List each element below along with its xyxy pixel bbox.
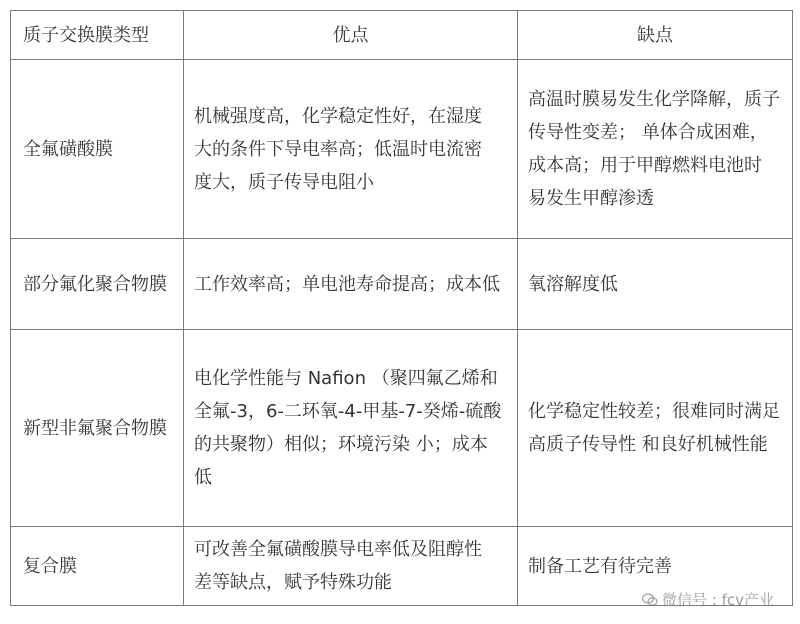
cell-disadvantages: 化学稳定性较差；很难同时满足高质子传导性 和良好机械性能 <box>518 330 793 527</box>
table-header-row <box>11 11 793 60</box>
table-row <box>11 330 793 527</box>
cell-disadvantages: 氧溶解度低 <box>518 239 793 330</box>
membrane-comparison-table <box>10 10 793 606</box>
cell-membrane-type: 复合膜 <box>11 527 184 606</box>
cell-advantages: 电化学性能与 Nafion （聚四氟乙烯和全氟-3，6-二环氧-4-甲基-7-癸烯-硫酸的共聚物）相似；环境污染 小；成本低 <box>184 330 518 527</box>
cell-disadvantages: 制备工艺有待完善 <box>518 527 793 606</box>
cell-membrane-type: 新型非氟聚合物膜 <box>11 330 184 527</box>
table-row <box>11 60 793 239</box>
cell-membrane-type: 部分氟化聚合物膜 <box>11 239 184 330</box>
cell-advantages: 可改善全氟磺酸膜导电率低及阻醇性 差等缺点，赋予特殊功能 <box>184 527 518 606</box>
watermark-text: 微信号 : fcv产业 <box>662 591 774 609</box>
watermark <box>642 589 774 610</box>
cell-disadvantages: 高温时膜易发生化学降解，质子传导性变差； 单体合成困难，成本高；用于甲醇燃料电池时 易发生甲醇渗透 <box>518 60 793 239</box>
wechat-icon <box>642 593 658 607</box>
header-membrane-type: 质子交换膜类型 <box>11 11 184 60</box>
cell-advantages: 工作效率高；单电池寿命提高；成本低 <box>184 239 518 330</box>
header-advantages: 优点 <box>184 11 518 60</box>
table-row <box>11 239 793 330</box>
header-disadvantages: 缺点 <box>518 11 793 60</box>
cell-membrane-type: 全氟磺酸膜 <box>11 60 184 239</box>
cell-advantages: 机械强度高，化学稳定性好，在湿度 大的条件下导电率高；低温时电流密 度大，质子传导电阻小 <box>184 60 518 239</box>
